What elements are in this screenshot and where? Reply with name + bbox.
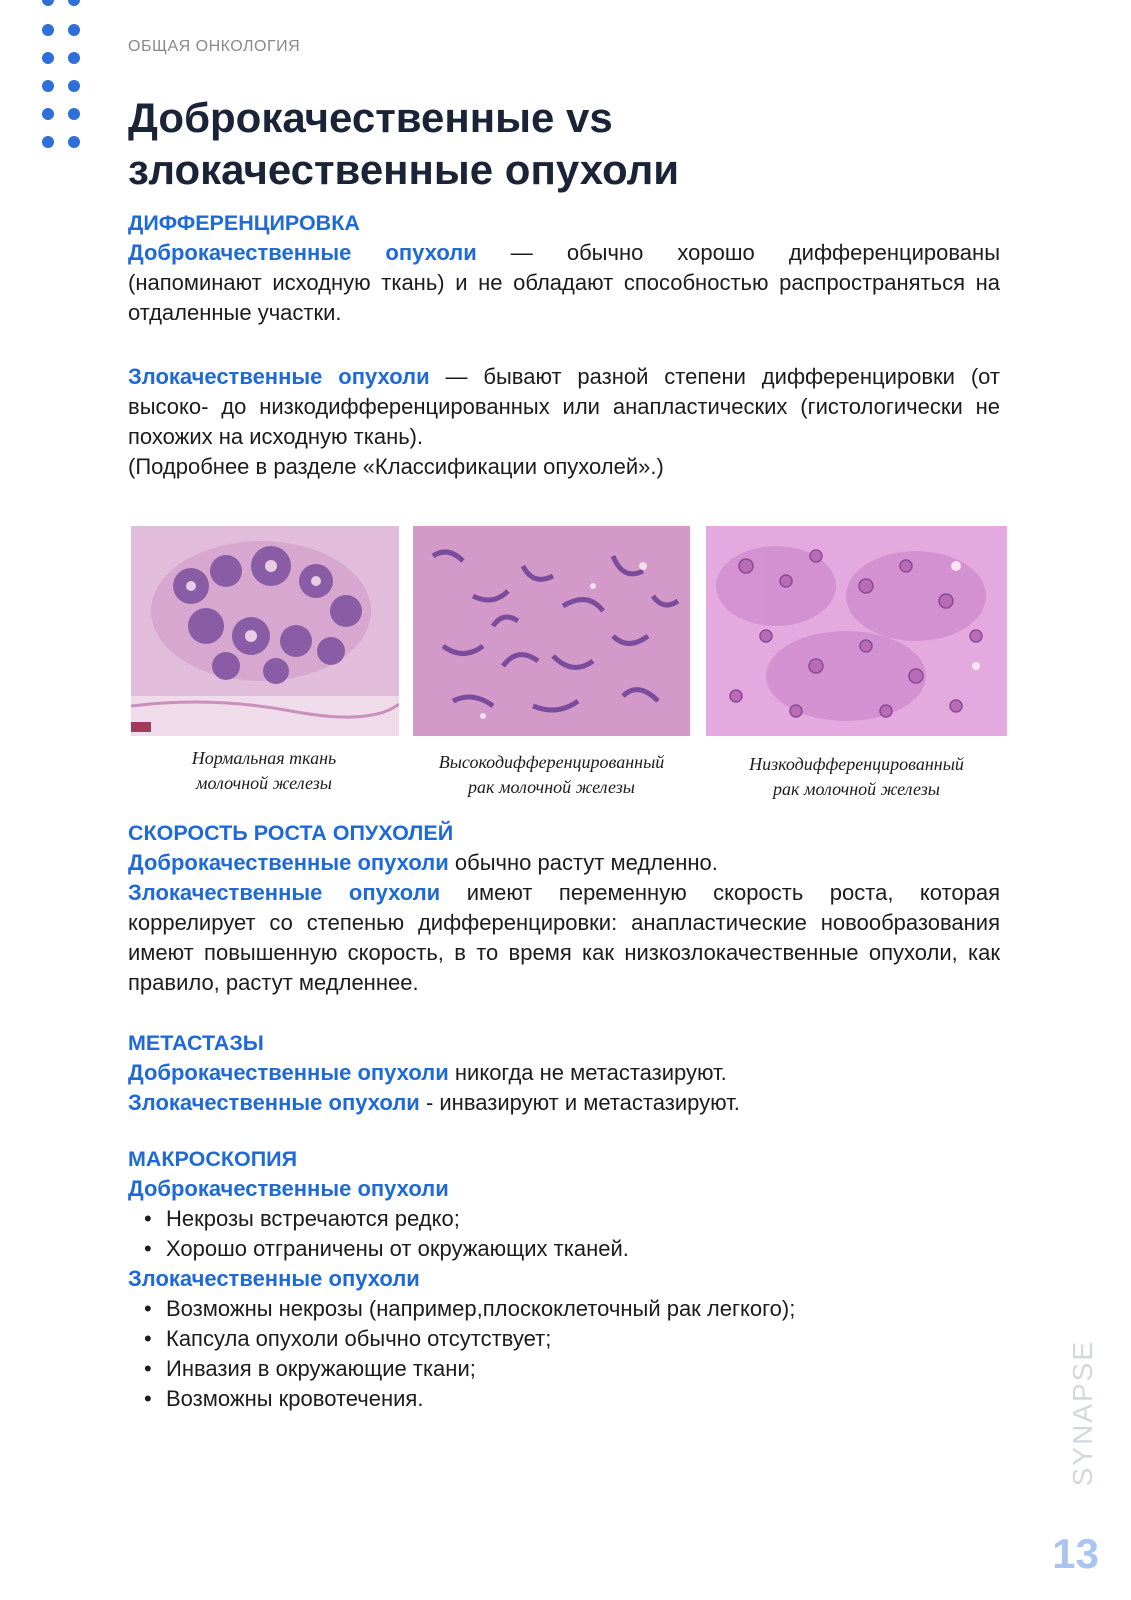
malignant-text: — бывают разной степени дифференцировки (от высоко- до низкодифференцированных или анапластических (гистологически не похожих на исходную ткань).	[128, 364, 1000, 449]
title-line-2: злокачественные опухоли	[128, 146, 680, 193]
macroscopy-benign-label: Доброкачественные опухоли	[128, 1176, 449, 1201]
histology-image-well-differentiated	[413, 526, 690, 736]
title-line-1: Доброкачественные vs	[128, 94, 613, 141]
histology-image-normal	[131, 526, 399, 736]
list-item: • Возможны кровотечения.	[144, 1384, 1000, 1414]
differentiation-heading: ДИФФЕРЕНЦИРОВКА	[128, 211, 360, 235]
metastases-malignant-text: - инвазируют и метастазируют.	[419, 1090, 740, 1115]
macroscopy-heading: МАКРОСКОПИЯ	[128, 1147, 298, 1171]
caption-poorly-line1: Низкодифференцированный	[749, 754, 964, 774]
caption-well-line2: рак молочной железы	[468, 777, 635, 797]
growth-benign-text: обычно растут медленно.	[448, 850, 718, 875]
page-number: 13	[1052, 1530, 1099, 1577]
section-label: ОБЩАЯ ОНКОЛОГИЯ	[128, 38, 301, 55]
metastases-malignant-label: Злокачественные опухоли	[128, 1090, 420, 1115]
growth-benign-label: Доброкачественные опухоли	[128, 850, 449, 875]
metastases-heading: МЕТАСТАЗЫ	[128, 1031, 264, 1055]
metastases-benign-text: никогда не метастазируют.	[448, 1060, 727, 1085]
list-item: • Возможны некрозы (например,плоскоклеточный рак легкого);	[144, 1294, 1000, 1324]
brand-vertical: SYNAPSE	[1067, 1340, 1098, 1487]
differentiation-malignant-paragraph	[128, 362, 1000, 452]
page-title	[128, 92, 908, 196]
benign-text: — обычно хорошо дифференцированы (напоминают исходную ткань) и не обладают способностью распространяться на отдаленные участки.	[128, 240, 1000, 325]
differentiation-section	[128, 208, 1000, 482]
caption-normal-line1: Нормальная ткань	[191, 748, 337, 768]
list-item: • Некрозы встречаются редко;	[144, 1204, 1000, 1234]
list-item: • Хорошо отграничены от окружающих тканей.	[144, 1234, 1000, 1264]
metastases-section	[128, 1028, 1000, 1118]
growth-malignant-paragraph	[128, 878, 1000, 998]
metastases-benign-paragraph	[128, 1058, 1000, 1088]
list-item: • Капсула опухоли обычно отсутствует;	[144, 1324, 1000, 1354]
caption-poorly-line2: рак молочной железы	[773, 779, 940, 799]
macroscopy-benign-list	[128, 1204, 1000, 1264]
growth-malignant-label: Злокачественные опухоли	[128, 880, 441, 905]
differentiation-benign-paragraph	[128, 238, 1000, 328]
caption-well-line1: Высокодифференцированный	[438, 752, 665, 772]
list-item: • Инвазия в окружающие ткани;	[144, 1354, 1000, 1384]
differentiation-note: (Подробнее в разделе «Классификации опухолей».)	[128, 454, 664, 479]
growth-benign-paragraph	[128, 848, 1000, 878]
caption-well-differentiated	[413, 750, 690, 800]
growth-heading: СКОРОСТЬ РОСТА ОПУХОЛЕЙ	[128, 821, 454, 845]
histology-image-poorly-differentiated	[706, 526, 1007, 736]
macroscopy-malignant-label: Злокачественные опухоли	[128, 1266, 420, 1291]
image-captions	[131, 746, 1007, 806]
metastases-malignant-paragraph	[128, 1088, 1000, 1118]
growth-malignant-text: имеют переменную скорость роста, которая коррелирует со степенью дифференцировки: анапластические новообразования имеют повышенную скорость, в то время как низкозлокачественные опухоли, как правило, растут медленнее.	[128, 880, 1000, 995]
benign-label: Доброкачественные опухоли	[128, 240, 477, 265]
malignant-label: Злокачественные опухоли	[128, 364, 430, 389]
histology-images	[131, 526, 1007, 736]
macroscopy-section	[128, 1144, 1000, 1414]
caption-normal-line2: молочной железы	[196, 773, 332, 793]
caption-normal	[153, 746, 375, 796]
decorative-dots	[40, 0, 90, 150]
growth-section	[128, 818, 1000, 998]
macroscopy-malignant-list	[128, 1294, 1000, 1414]
metastases-benign-label: Доброкачественные опухоли	[128, 1060, 449, 1085]
caption-poorly-differentiated	[706, 752, 1007, 802]
